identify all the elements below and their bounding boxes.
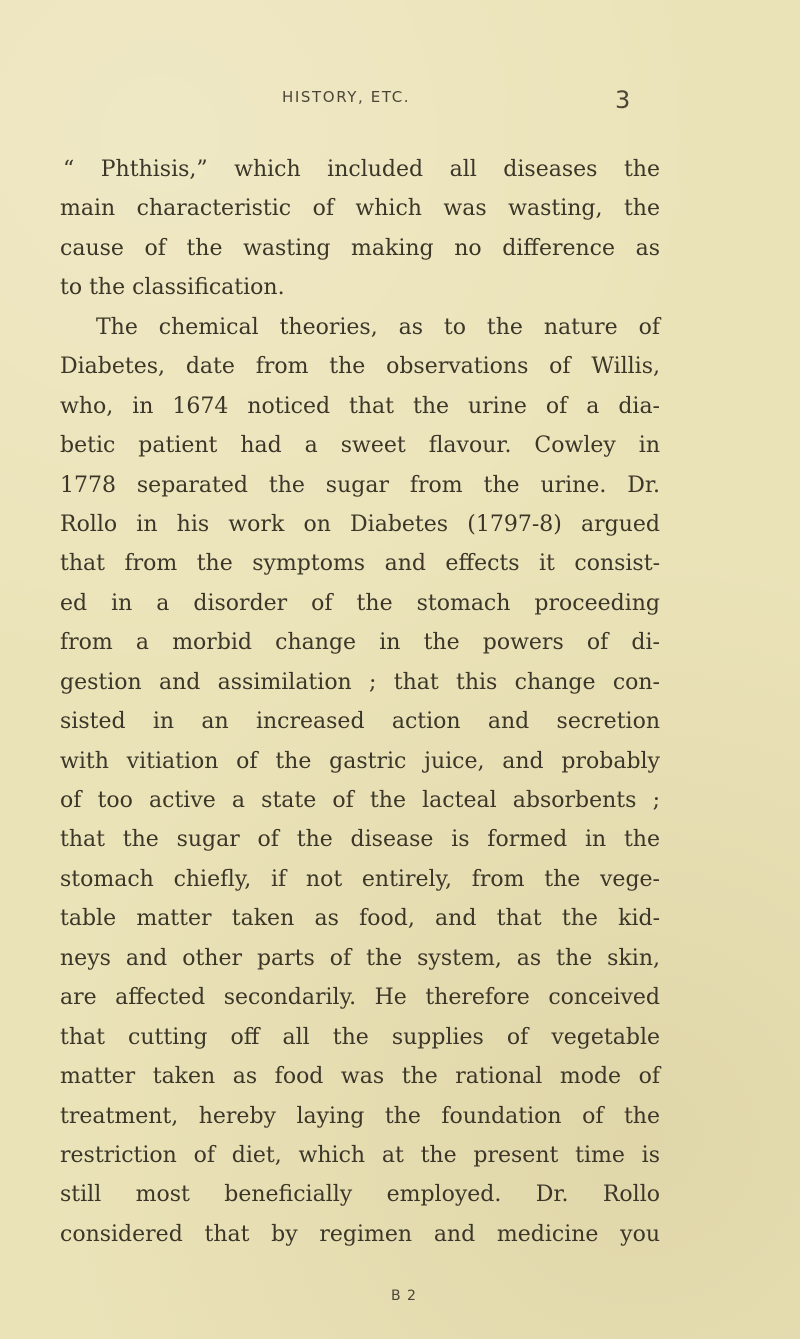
text-line: The chemical theories, as to the nature of	[96, 314, 660, 340]
text-line: main characteristic of which was wasting, the	[60, 196, 660, 222]
text-line: restriction of diet, which at the present time is	[60, 1142, 660, 1168]
text-line: that cutting off all the supplies of vegetable	[60, 1024, 660, 1050]
text-line: considered that by regimen and medicine you	[60, 1221, 660, 1247]
text-line: are affected secondarily. He therefore conceived	[60, 985, 660, 1011]
text-line: gestion and assimilation ; that this change con-	[60, 669, 660, 695]
text-line: table matter taken as food, and that the kid-	[60, 906, 660, 932]
text-line: sisted in an increased action and secretion	[60, 709, 660, 735]
text-line: stomach chiefly, if not entirely, from the vege-	[60, 866, 660, 892]
text-line: 1778 separated the sugar from the urine. Dr.	[60, 472, 660, 498]
text-line: from a morbid change in the powers of di-	[60, 630, 660, 656]
signature-mark: B 2	[391, 1288, 417, 1304]
text-line: to the classification.	[60, 275, 285, 301]
text-line: neys and other parts of the system, as the skin,	[60, 945, 660, 971]
page-number: 3	[615, 86, 631, 114]
running-head: HISTORY, ETC.	[282, 88, 411, 106]
text-line: treatment, hereby laying the foundation of the	[60, 1103, 660, 1129]
text-line: matter taken as food was the rational mode of	[60, 1064, 660, 1090]
text-line: Diabetes, date from the observations of Willis,	[60, 354, 660, 380]
text-line: with vitiation of the gastric juice, and probably	[60, 748, 660, 774]
text-line: that from the symptoms and effects it consist-	[60, 551, 660, 577]
text-line: who, in 1674 noticed that the urine of a dia-	[60, 393, 660, 419]
text-line: of too active a state of the lacteal absorbents ;	[60, 788, 660, 813]
text-line: ed in a disorder of the stomach proceeding	[60, 590, 660, 616]
text-line: Rollo in his work on Diabetes (1797-8) argued	[60, 511, 660, 537]
text-line: that the sugar of the disease is formed in the	[60, 827, 660, 853]
body-text	[60, 150, 660, 1254]
text-line: still most beneficially employed. Dr. Rollo	[60, 1182, 660, 1208]
text-line: “ Phthisis,” which included all diseases the	[63, 157, 660, 182]
text-line: betic patient had a sweet flavour. Cowley in	[60, 433, 660, 459]
text-line: cause of the wasting making no difference as	[60, 235, 660, 261]
page-header	[0, 88, 800, 112]
